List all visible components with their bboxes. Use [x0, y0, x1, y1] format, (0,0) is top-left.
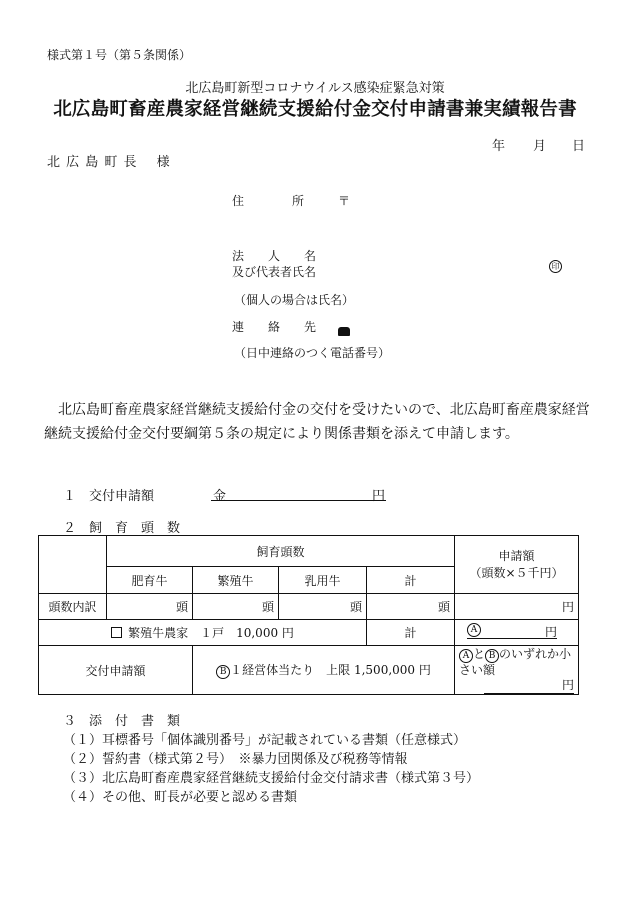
phone-icon [338, 320, 350, 339]
cell-request-amount[interactable]: 円 [455, 594, 579, 620]
grant-label: 交付申請額 [39, 646, 193, 695]
amount-prefix: 金 [213, 489, 227, 504]
date-month: 月 [533, 139, 547, 154]
form-number: 様式第１号（第５条関係） [47, 48, 192, 62]
cell-fattening[interactable]: 頭 [107, 594, 193, 620]
contact-note: （日中連絡のつく電話番号） [234, 346, 391, 360]
body-text: 北広島町畜産農家経営継続支援給付金の交付を受けたいので、北広島町畜産農家経営継続支援給付金交付要綱第５条の規定により関係書類を添えて申請します。 [44, 402, 590, 442]
col-dairy: 乳用牛 [279, 567, 367, 594]
header-group: 飼育頭数 [107, 536, 455, 567]
section2-label: ２ 飼 育 頭 数 [63, 521, 181, 536]
form-subtitle: 北広島町新型コロナウイルス感染症緊急対策 [185, 81, 445, 96]
attachment-item-3: （３）北広島町畜産農家経営継続支援給付金交付請求書（様式第３号） [63, 771, 480, 786]
table-corner [39, 536, 107, 594]
livestock-table [38, 535, 579, 695]
amount-unit: 円 [372, 489, 386, 504]
section1-label: １ 交付申請額 [63, 489, 155, 504]
row-label-breakdown: 頭数内訳 [39, 594, 107, 620]
col-fattening: 肥育牛 [107, 567, 193, 594]
col-breeding: 繁殖牛 [193, 567, 279, 594]
seal-icon: 印 [549, 254, 562, 273]
contact-label: 連 絡 先 [232, 320, 317, 334]
mark-a: A [467, 623, 481, 637]
breeding-farm-checkbox[interactable] [111, 627, 122, 638]
section3-label: ３ 添 付 書 類 [63, 714, 181, 729]
attachment-item-4: （４）その他、町長が必要と認める書類 [63, 790, 298, 805]
individual-note: （個人の場合は氏名） [234, 293, 355, 307]
date-year: 年 [492, 139, 506, 154]
cell-dairy[interactable]: 頭 [279, 594, 367, 620]
breeding-farm-row: 繁殖牛農家 １戸 10,000 円 [39, 620, 367, 646]
total-label: 計 [367, 620, 455, 646]
col-total: 計 [367, 567, 455, 594]
cell-grant-amount[interactable]: A と B のいずれか小さい額 円 [455, 646, 579, 695]
mark-b: B [216, 665, 230, 679]
request-header: 申請額 （頭数×５千円） [455, 536, 579, 594]
cell-total[interactable]: 頭 [367, 594, 455, 620]
limit-cell: B １経営体当たり 上限 1,500,000 円 [193, 646, 455, 695]
representative-label: 及び代表者氏名 [232, 265, 317, 279]
cell-breeding[interactable]: 頭 [193, 594, 279, 620]
page-title: 北広島町畜産農家経営継続支援給付金交付申請書兼実績報告書 [53, 99, 577, 120]
cell-total-a[interactable]: A 円 [455, 620, 579, 646]
address-label: 住 所 [232, 194, 305, 208]
corp-name-label: 法 人 名 [232, 249, 317, 263]
addressee: 北 広 島 町 長 様 [47, 155, 171, 170]
postal-mark: 〒 [338, 194, 351, 208]
date-day: 日 [572, 139, 586, 154]
amount-field[interactable] [211, 500, 386, 501]
attachment-item-1: （１）耳標番号「個体識別番号」が記載されている書類（任意様式） [63, 733, 467, 748]
attachment-item-2: （２）誓約書（様式第２号） ※暴力団関係及び税務等情報 [63, 752, 408, 767]
